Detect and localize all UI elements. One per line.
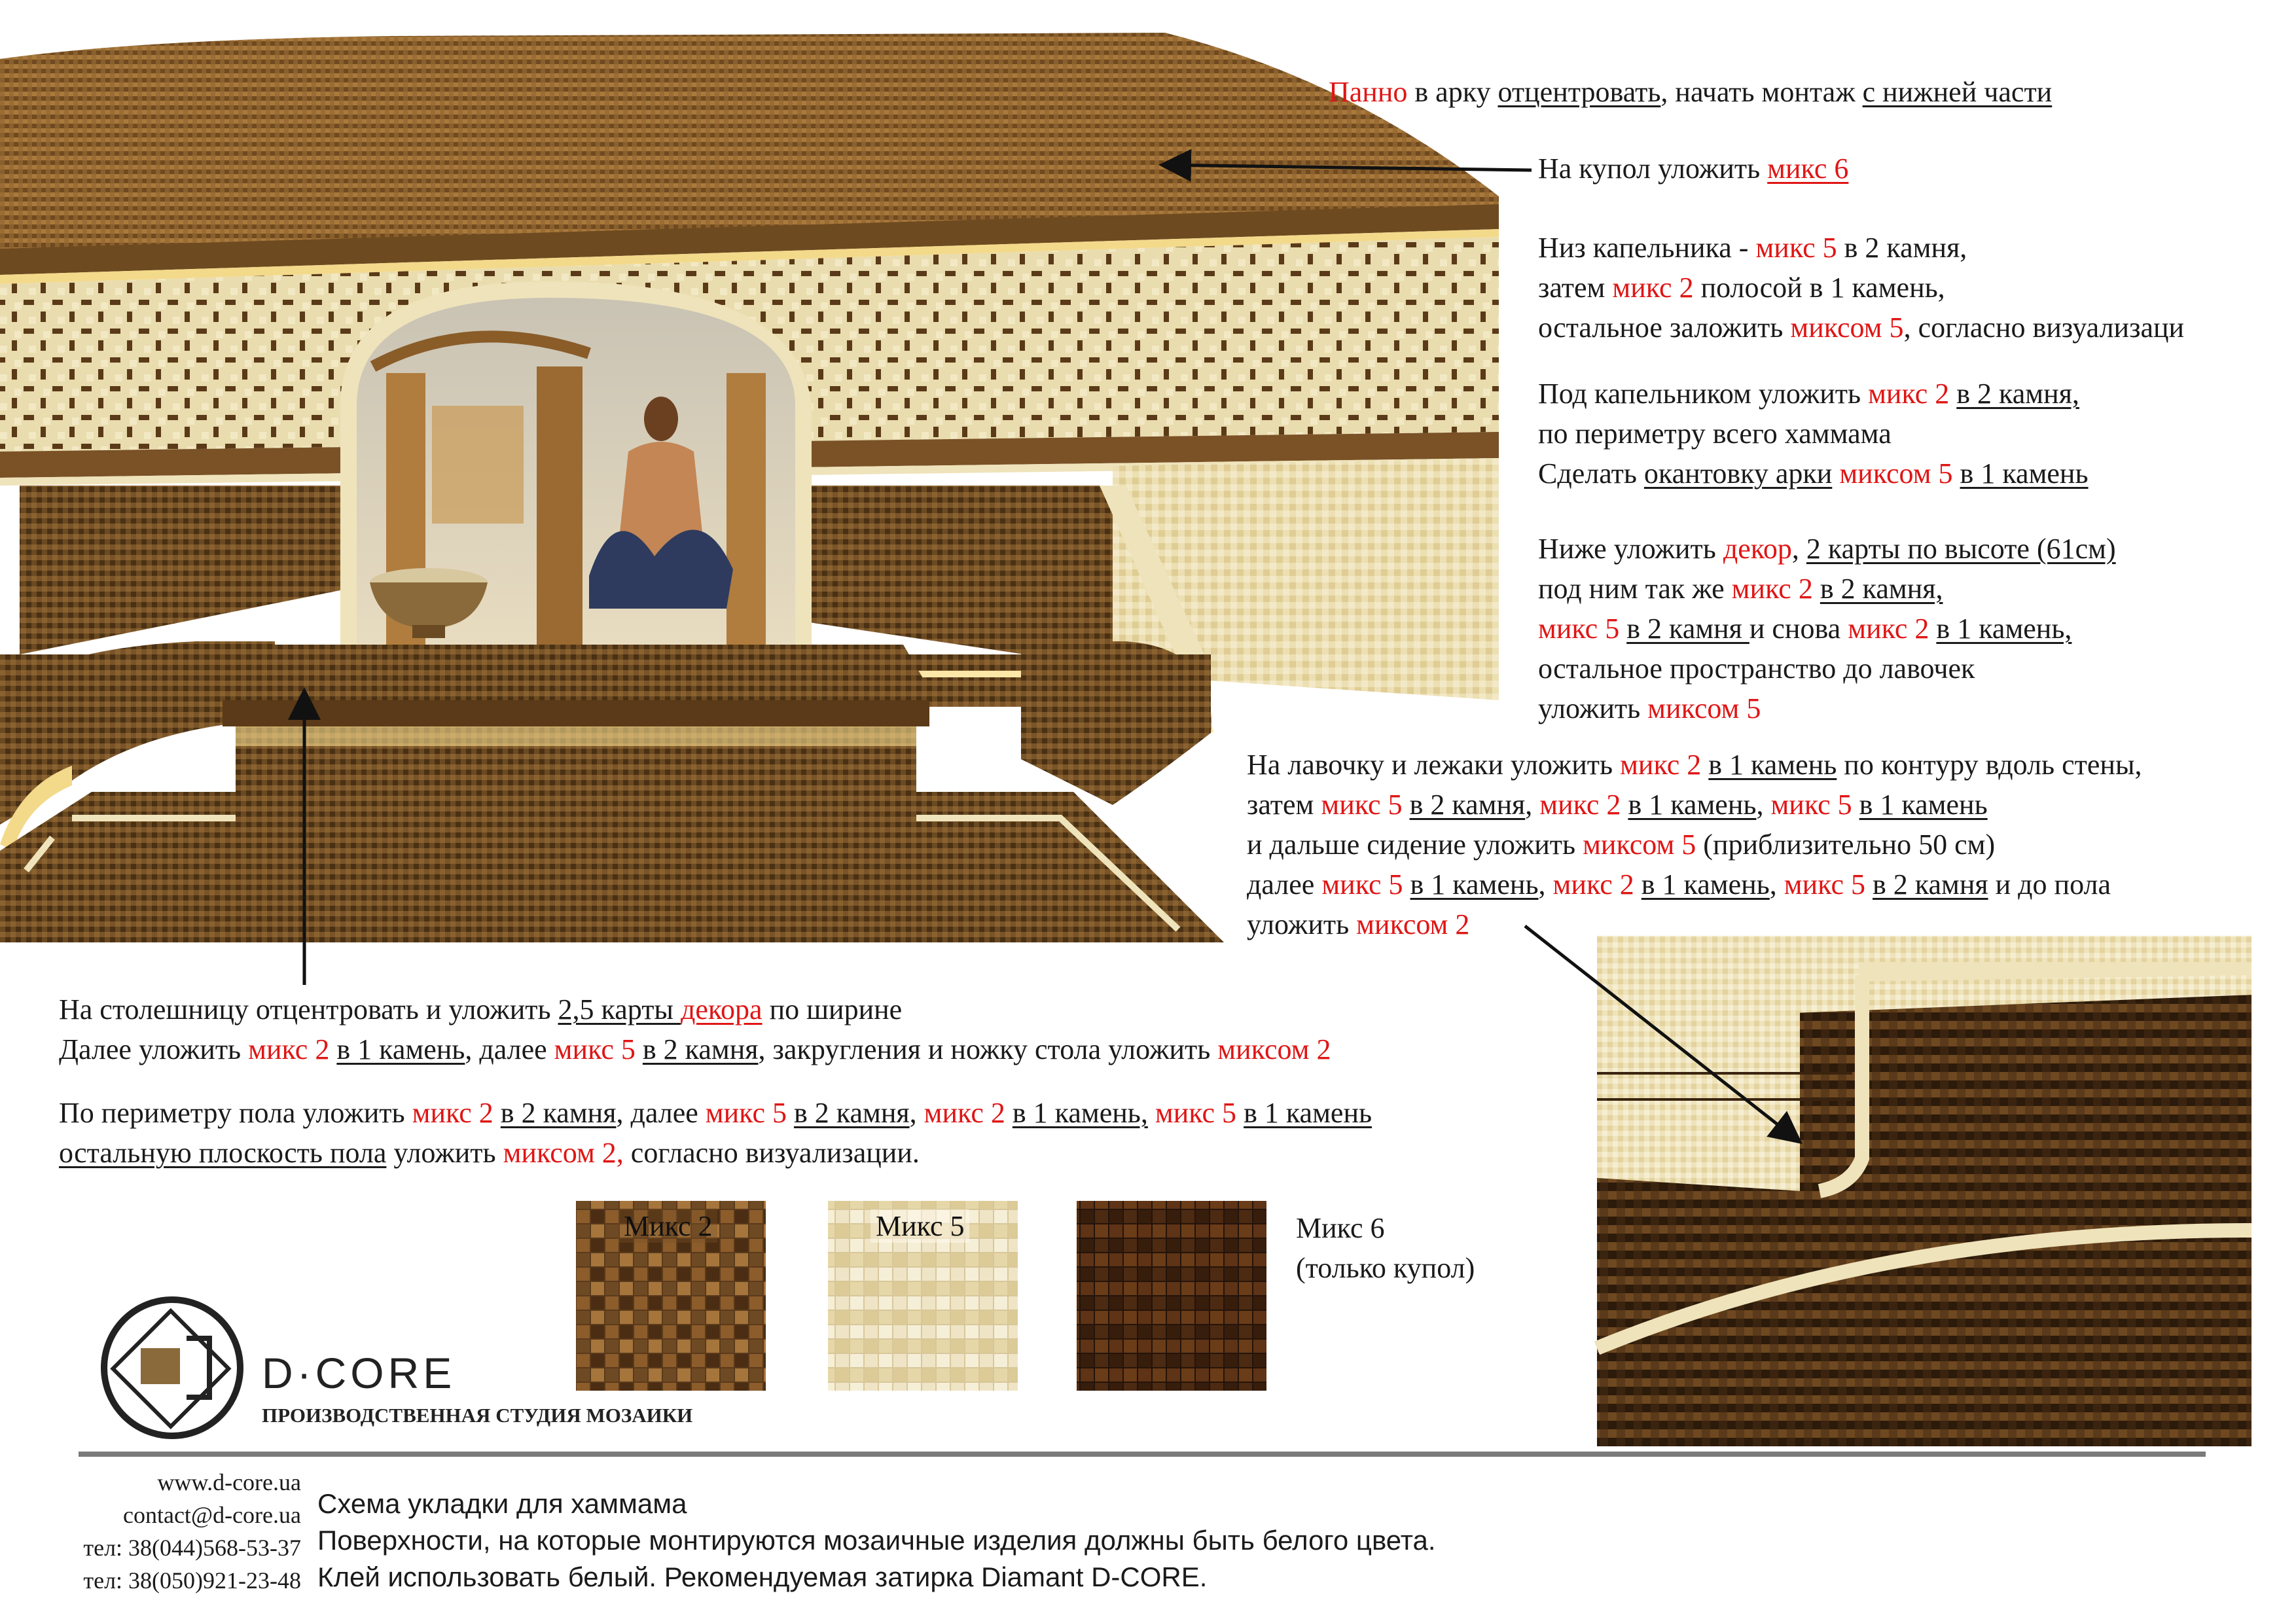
note-under-drip: Под капельником уложить микс 2 в 2 камня, по периметру всего хаммама Сделать окантовку арки миксом 5 в 1 камень bbox=[1538, 378, 2089, 490]
swatch-mix6-note: (только купол) bbox=[1296, 1252, 1475, 1284]
lower-wall-left bbox=[20, 486, 347, 654]
note-bench: На лавочку и лежаки уложить микс 2 в 1 камень по контуру вдоль стены, затем микс 5 в 2 камня, микс 2 в 1 камень, микс 5 в 1 камень и дальше сидение уложить миксом 5 (приблизительно 50 см) далее микс 5 в 1 камень, микс 2 в 1 камень, микс 5 в 2 камня и до пола уложить миксом 2 bbox=[1247, 749, 2142, 940]
footer-divider bbox=[79, 1452, 2206, 1457]
contact-phone-2: тел: 38(050)921-23-48 bbox=[83, 1567, 301, 1594]
contact-block bbox=[26, 1466, 301, 1597]
detail-image bbox=[1597, 936, 2251, 1446]
lower-wall-right bbox=[805, 486, 1113, 668]
table-leg bbox=[236, 726, 916, 864]
swatch-label-mix2: Микс 2 bbox=[619, 1209, 717, 1243]
dcore-logo-icon bbox=[104, 1300, 240, 1436]
note-floor: По периметру пола уложить микс 2 в 2 камня, далее микс 5 в 2 камня, микс 2 в 1 камень, микс 5 в 1 камень остальную плоскость пола уложить миксом 2, согласно визуализации. bbox=[59, 1097, 1372, 1169]
footer-text bbox=[317, 1486, 1436, 1596]
note-decor: Ниже уложить декор, 2 карты по высоте (61см) под ним так же микс 2 в 2 камня, микс 5 в 2 камня и снова микс 2 в 1 камень, остальное пространство до лавочек уложить миксом 5 bbox=[1538, 533, 2116, 724]
note-dome: На купол уложить микс 6 bbox=[1538, 152, 1849, 185]
footer-surface-note: Поверхности, на которые монтируются мозаичные изделия должны быть белого цвета. bbox=[317, 1525, 1436, 1556]
table-top bbox=[216, 645, 936, 700]
note-table: На столешницу отцентровать и уложить 2,5 карты декора по ширине Далее уложить микс 2 в 1 камень, далее микс 5 в 2 камня, закругления и ножку стола уложить миксом 2 bbox=[59, 993, 1331, 1065]
note-panel: Панно в арку отцентровать, начать монтаж с нижней части bbox=[1329, 76, 2053, 108]
brand-tagline: ПРОИЗВОДСТВЕННАЯ СТУДИЯ МОЗАИКИ bbox=[262, 1404, 693, 1427]
footer-glue-note: Клей использовать белый. Рекомендуемая затирка Diamant D-CORE. bbox=[317, 1561, 1208, 1592]
swatch-label-mix6 bbox=[1296, 1208, 1475, 1288]
brand-name: D·CORE bbox=[262, 1349, 456, 1397]
swatch-mix6 bbox=[1077, 1201, 1266, 1391]
swatch-label-mix5: Микс 5 bbox=[870, 1209, 969, 1243]
footer-title: Схема укладки для хаммама bbox=[317, 1488, 687, 1519]
swatch-mix6-title: Микс 6 bbox=[1296, 1212, 1385, 1244]
bench-seat-right bbox=[1021, 641, 1211, 805]
contact-phone-1: тел: 38(044)568-53-37 bbox=[83, 1535, 301, 1561]
note-drip: Низ капельника - микс 5 в 2 камня, затем микс 2 полосой в 1 камень, остальное заложить миксом 5, согласно визуализаци bbox=[1538, 232, 2185, 344]
contact-email[interactable]: contact@d-core.ua bbox=[122, 1502, 301, 1528]
contact-site[interactable]: www.d-core.ua bbox=[157, 1469, 301, 1495]
